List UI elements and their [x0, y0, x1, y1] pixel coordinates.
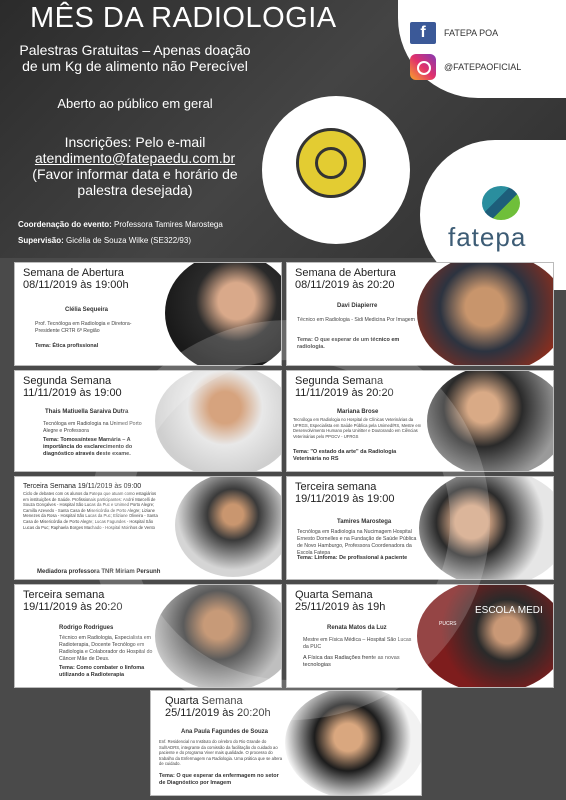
speaker-bio: Prof. Tecnóloga em Radiologia e Diretora-Presidente CRTR 6ª Região: [35, 321, 132, 334]
speaker-bio: Técnico em Radiologia, Especialista em Radioterapia, Docente Tecnólogo em Radiologia e Colaborador do Hospital do Câncer Mãe de Deus.: [59, 635, 153, 662]
subtitle: [0, 42, 270, 74]
speaker-bio: Tecnóloga em Radiologia na Unimed Porto Alegre e Professora: [43, 421, 142, 434]
speaker-name: Tamires Marostega: [337, 519, 392, 525]
instagram-link[interactable]: [410, 54, 521, 80]
speaker-bio: Enf. Residencial no Instituto do cérebro do Rio Grande do Sul/IADRS, integrante da comissão da facilitação do cuidado ao paciente e do programa Viver mais qualidade. O processo do trabalho da Enfermagem na Radiologia. Uma prática que se altera de cuidado.: [159, 739, 283, 767]
card-heading: [23, 267, 129, 291]
lecture-topic: Tema: "O estado da arte" da Radiologia Veterinária no RS: [293, 449, 397, 462]
lecture-card-2: [286, 262, 554, 366]
facebook-icon: f: [410, 22, 436, 44]
speaker-name: Thais Matiuella Saraiva Dutra: [45, 409, 129, 415]
instagram-handle: @FATEPAOFICIAL: [444, 62, 522, 72]
fatepa-globe-icon: [482, 186, 520, 220]
speaker-photo: [417, 262, 554, 366]
coordination-label: Coordenação do evento:: [18, 220, 112, 229]
speaker-bio: Tecnóloga em Radiologia no Hospital de Clínicas Veterinárias da UFRGS, Especialista em Saúde Pública pela Unimed/RS, Mestre em Desenvolvimento Humano pela Uniritter e Doutorando em Ciências Veterinárias pelo PPGCV - UFRGS: [293, 417, 422, 439]
lecture-card-4: [286, 370, 554, 472]
card-datetime: 11/11/2019 às 20:20: [295, 387, 394, 399]
lecture-card-8: [286, 584, 554, 688]
email-link[interactable]: atendimento@fatepaedu.com.br: [34, 150, 236, 166]
card-title: Quarta Semana: [295, 589, 373, 601]
lecture-topic: Tema: Tomossíntese Mamária – A importância do esclarecimento do diagnóstico através deste exame.: [43, 437, 133, 457]
card-title: Segunda Semana: [23, 375, 112, 387]
lecture-card-7: [14, 584, 282, 688]
note-line-2: palestra desejada): [77, 182, 193, 198]
speaker-photo: [417, 584, 554, 688]
note-line-1: (Favor informar data e horário de: [32, 166, 238, 182]
speaker-photo: [155, 370, 282, 472]
lecture-card-3: [14, 370, 282, 472]
crtr-seal-logo: [296, 128, 366, 198]
speaker-name: Davi Diapierre: [337, 303, 378, 309]
escola-label: ESCOLA MEDI: [475, 605, 543, 616]
speaker-photo: [285, 690, 422, 796]
lecture-topic: Tema: Ética profissional: [35, 343, 99, 349]
speaker-name: Clélia Sequeira: [65, 307, 109, 313]
card-heading: [23, 589, 123, 613]
lecture-card-9: [150, 690, 422, 796]
instagram-icon: [410, 54, 436, 80]
lecture-topic: Tema: Linfoma: De profissional à paciente: [297, 555, 408, 561]
lecture-topic: Tema: O que esperar de um técnico em radiologia.: [297, 337, 400, 350]
lecture-topic: Tema: O que esperar da enfermagem no setor de Diagnóstico por Imagem: [159, 773, 279, 786]
subtitle-line-1: Palestras Gratuitas – Apenas doação: [19, 42, 251, 58]
page-title: MÊS DA RADIOLOGIA: [30, 2, 337, 34]
lecture-card-6: [286, 476, 554, 580]
speaker-bio: Tecnóloga em Radiologia na Nucimagem Hospital Ernesto Dornelles e na Fundação de Saúde Pública de Novo Hamburgo, Professora Coordenadora da Escola Fatepa: [297, 529, 417, 556]
supervision-value: Gicélia de Souza Wilke (SE322/93): [66, 236, 191, 245]
debate-participants: Ciclo de debates com os alunos da Fatepa que atuam como estagiários em instituições de Saúde. Profissionais participantes: André Marcelli de Souza Gonçalves - Hospital São Lucas da Puc e Unimed Porto Alegre; Camilla Azevedo - Santa Casa de Misericórdia de Porto Alegre; Liziane Menezes da Rosa - Hospital São Lucas da Puc; Eliziane Oliveira - Santa Casa de Misericórdia de Porto Alegre; Lucas Fagundes - Hospital São Lucas da Puc; Raphaela Borges Machado - Hospital Moinhos de Vento: [23, 491, 158, 530]
card-datetime: 25/11/2019 às 19h: [295, 601, 386, 613]
mediator-name: Mediadora professora TNR Miriam Persunh: [37, 569, 161, 575]
speaker-name: Ana Paula Fagundes de Souza: [181, 729, 269, 735]
lecture-card-5: [14, 476, 282, 580]
card-heading: [295, 589, 385, 613]
speaker-bio: Técnico em Radiologia - Sidi Medicina Por Imagem: [297, 317, 415, 323]
card-datetime: 25/11/2019 às 20:20h: [165, 707, 271, 719]
speaker-bio: Mestre em Física Médica – Hospital São Lucas da PUC: [303, 637, 412, 650]
open-public-text: Aberto ao público em geral: [57, 96, 213, 111]
card-heading: [295, 375, 394, 399]
speaker-name: Mariana Brose: [337, 409, 379, 415]
pucrs-label: PUCRS: [439, 621, 457, 627]
card-heading: [295, 267, 396, 291]
card-title: Semana de Abertura: [23, 267, 124, 279]
speaker-photo: [155, 584, 282, 688]
supervision: [18, 236, 191, 245]
coordination: [18, 220, 223, 229]
facebook-handle: FATEPA POA: [444, 28, 499, 38]
card-datetime: 19/11/2019 às 19:00: [295, 493, 395, 505]
card-title: Terceira semana: [23, 589, 105, 601]
social-panel: [398, 0, 566, 98]
card-datetime: 11/11/2019 às 19:00: [23, 387, 122, 399]
speaker-name: Renata Matos da Luz: [327, 625, 387, 631]
card-title: Quarta Semana: [165, 695, 243, 707]
card-title: Semana de Abertura: [295, 267, 396, 279]
speaker-photo: [175, 476, 282, 577]
card-title: Terceira semana: [295, 481, 377, 493]
card-title: Segunda Semana: [295, 375, 384, 387]
lecture-topic: A Física das Radiações frente as novas tecnologias: [303, 655, 400, 668]
supervision-label: Supervisão:: [18, 236, 64, 245]
header-banner: [0, 0, 566, 258]
speaker-photo: [427, 370, 554, 472]
lecture-card-1: [14, 262, 282, 366]
subtitle-line-2: de um Kg de alimento não Perecível: [22, 58, 248, 74]
card-datetime: 08/11/2019 às 19:00h: [23, 279, 129, 291]
lecture-topic: Tema: Como combater o linfoma utilizando a Radioterapia: [59, 665, 145, 678]
card-heading: [23, 375, 122, 399]
facebook-link[interactable]: [410, 22, 498, 44]
fatepa-logo-text: fatepa: [448, 222, 527, 252]
card-datetime: 19/11/2019 às 20:20: [23, 601, 123, 613]
speaker-photo: [419, 476, 554, 580]
speaker-name: Rodrigo Rodrigues: [59, 625, 114, 631]
card-datetime: 08/11/2019 às 20:20: [295, 279, 395, 291]
coordination-value: Professora Tamires Marostega: [114, 220, 223, 229]
registration-info: [0, 134, 270, 198]
card-title: Terceira Semana 19/11/2019 às 09:00: [23, 483, 142, 490]
registration-label: Inscrições: Pelo e-mail: [64, 134, 206, 150]
card-heading: [165, 695, 271, 719]
speaker-photo: [165, 262, 282, 366]
card-heading: [295, 481, 395, 505]
